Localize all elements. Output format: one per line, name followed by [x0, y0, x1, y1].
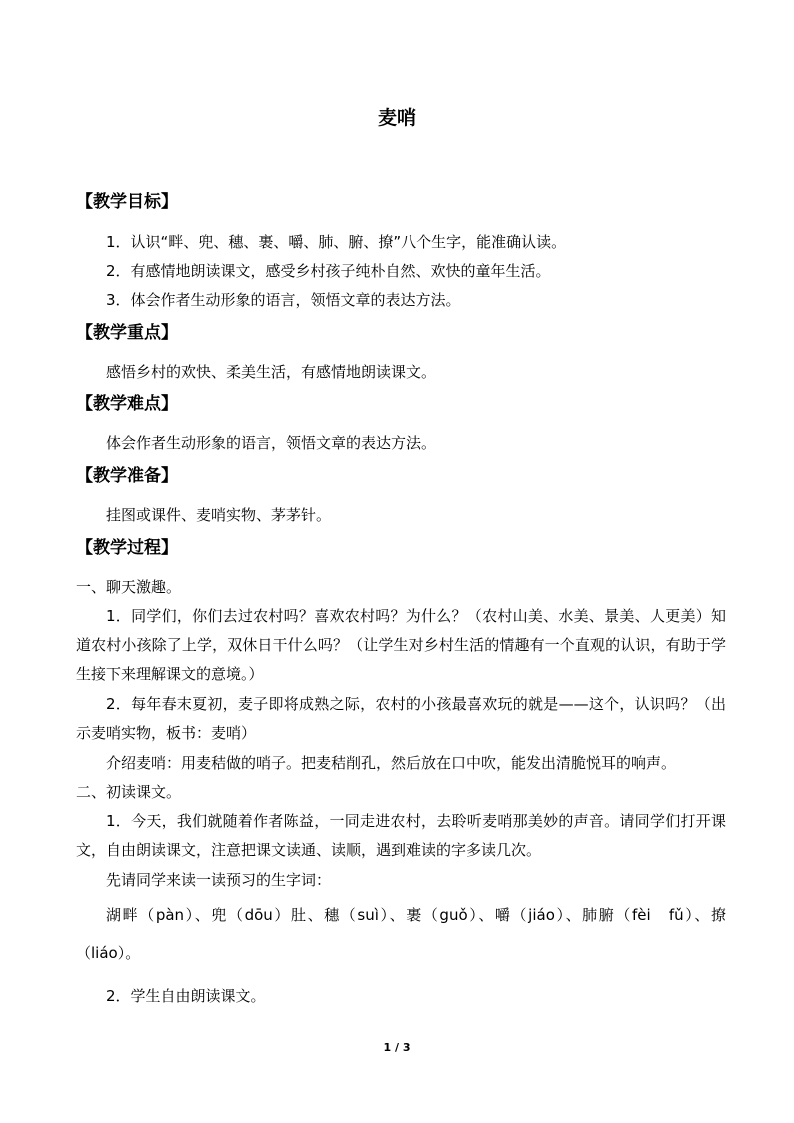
process-part1-paragraph-1: 1．同学们，你们去过农村吗？喜欢农村吗？为什么？（农村山美、水美、景美、人更美）知道农村小孩除了上学，双休日干什么吗？（让学生对乡村生活的情趣有一个直观的认识，有助于学生接下来理解课文的意境。）	[76, 607, 726, 683]
process-part1-title: 一、聊天激趣。	[76, 578, 182, 596]
section-heading-key-points: 【教学重点】	[76, 323, 178, 343]
process-part2-words: 湖畔（pàn）、兜（dōu）肚、穗（suì）、裹（guǒ）、嚼（jiáo）、肺腑（fèi fǔ）、撩（liáo）。	[76, 906, 726, 962]
process-part2-paragraph-3: 2．学生自由朗读课文。	[106, 987, 266, 1005]
section-heading-process: 【教学过程】	[76, 538, 178, 558]
section-heading-preparation: 【教学准备】	[76, 466, 178, 486]
section-heading-goals: 【教学目标】	[76, 192, 178, 212]
goal-item-2: 2．有感情地朗读课文，感受乡村孩子纯朴自然、欢快的童年生活。	[106, 262, 551, 280]
process-part1-paragraph-3: 介绍麦哨：用麦秸做的哨子。把麦秸削孔，然后放在口中吹，能发出清脆悦耳的响声。	[106, 754, 677, 772]
preparation-text: 挂图或课件、麦哨实物、茅茅针。	[106, 506, 332, 524]
difficulties-text: 体会作者生动形象的语言，领悟文章的表达方法。	[106, 434, 437, 452]
process-part2-paragraph-2: 先请同学来读一读预习的生字词：	[106, 871, 332, 889]
process-part1-paragraph-2: 2．每年春末夏初，麦子即将成熟之际，农村的小孩最喜欢玩的就是——这个，认识吗？（出示麦哨实物，板书：麦哨）	[76, 695, 726, 742]
process-part2-title: 二、初读课文。	[76, 783, 182, 801]
process-part2-paragraph-1: 1．今天，我们就随着作者陈益，一同走进农村，去聆听麦哨那美妙的声音。请同学们打开课文，自由朗读课文，注意把课文读通、读顺，遇到难读的字多读几次。	[76, 812, 726, 859]
section-heading-difficulties: 【教学难点】	[76, 394, 178, 414]
goal-item-3: 3．体会作者生动形象的语言，领悟文章的表达方法。	[106, 291, 461, 309]
page-number: 1 / 3	[383, 1041, 411, 1054]
key-points-text: 感悟乡村的欢快、柔美生活，有感情地朗读课文。	[106, 363, 437, 381]
page-title: 麦哨	[377, 107, 416, 129]
goal-item-1: 1．认识“畔、兜、穗、裹、嚼、肺、腑、撩”八个生字，能准确认读。	[106, 233, 567, 251]
